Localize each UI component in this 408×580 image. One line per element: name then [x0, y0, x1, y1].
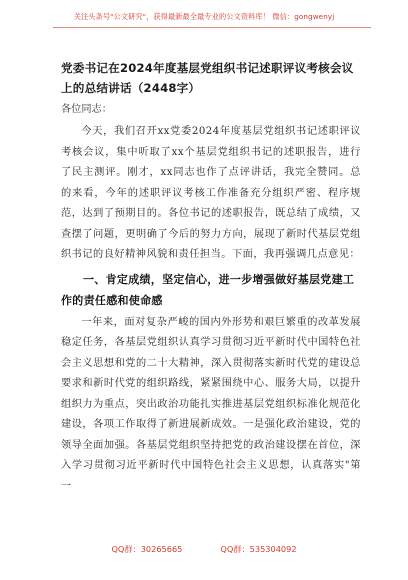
qq-group-2: QQ群：535304092 [220, 544, 297, 554]
promo-banner: 关注头条号"公文研究"，获得最新最全最专业的公文资料库！ 微信：gongwenyj [73, 12, 335, 21]
body-paragraph: 一年来，面对复杂严峻的国内外形势和艰巨繁重的改革发展稳定任务，各基层党组织认真学习贯彻习近平新时代中国特色社会主义思想和党的二十大精神，深入贯彻落实新时代党的建设总要求和新时代党的组织路线，紧紧围绕中心、服务大局，以提升组织力为重点，突出政治功能扎实推进基层党组织标准化规范化建设，各项工作取得了新进展新成效。一是强化政治建设，党的领导全面加强。各基层党组织坚持把党的政治建设摆在首位，深入学习贯彻习近平新时代中国特色社会主义思想，认真落实"第一 [61, 316, 361, 492]
salutation: 各位同志： [61, 104, 112, 115]
body-paragraph: 今天，我们召开xx党委2024年度基层党组织书记述职评议考核会议，集中听取了xx个基层党组织书记的述职报告，进行了民主测评。刚才，xx同志也作了点评讲话，我完全赞同。总的来看，今年的述职评议考核工作准备充分组织严密、程序规范，达到了预期目的。各位书记的述职报告，既总结了成绩，又查摆了问题，更明确了今后的努力方向，展现了新时代基层党组织书记的良好精神风貌和责任担当。下面，我再强调几点意见： [61, 126, 361, 260]
document-title: 党委书记在2024年度基层党组织书记述职评议考核会议上的总结讲话（2448字） [61, 61, 354, 95]
qq-group-1: QQ群：30265665 [111, 544, 183, 554]
header-divider [53, 27, 371, 28]
document-body [61, 58, 361, 497]
footer-contact [0, 544, 408, 555]
section-heading: 一、肯定成绩，坚定信心，进一步增强做好基层党建工作的责任感和使命感 [61, 272, 355, 307]
